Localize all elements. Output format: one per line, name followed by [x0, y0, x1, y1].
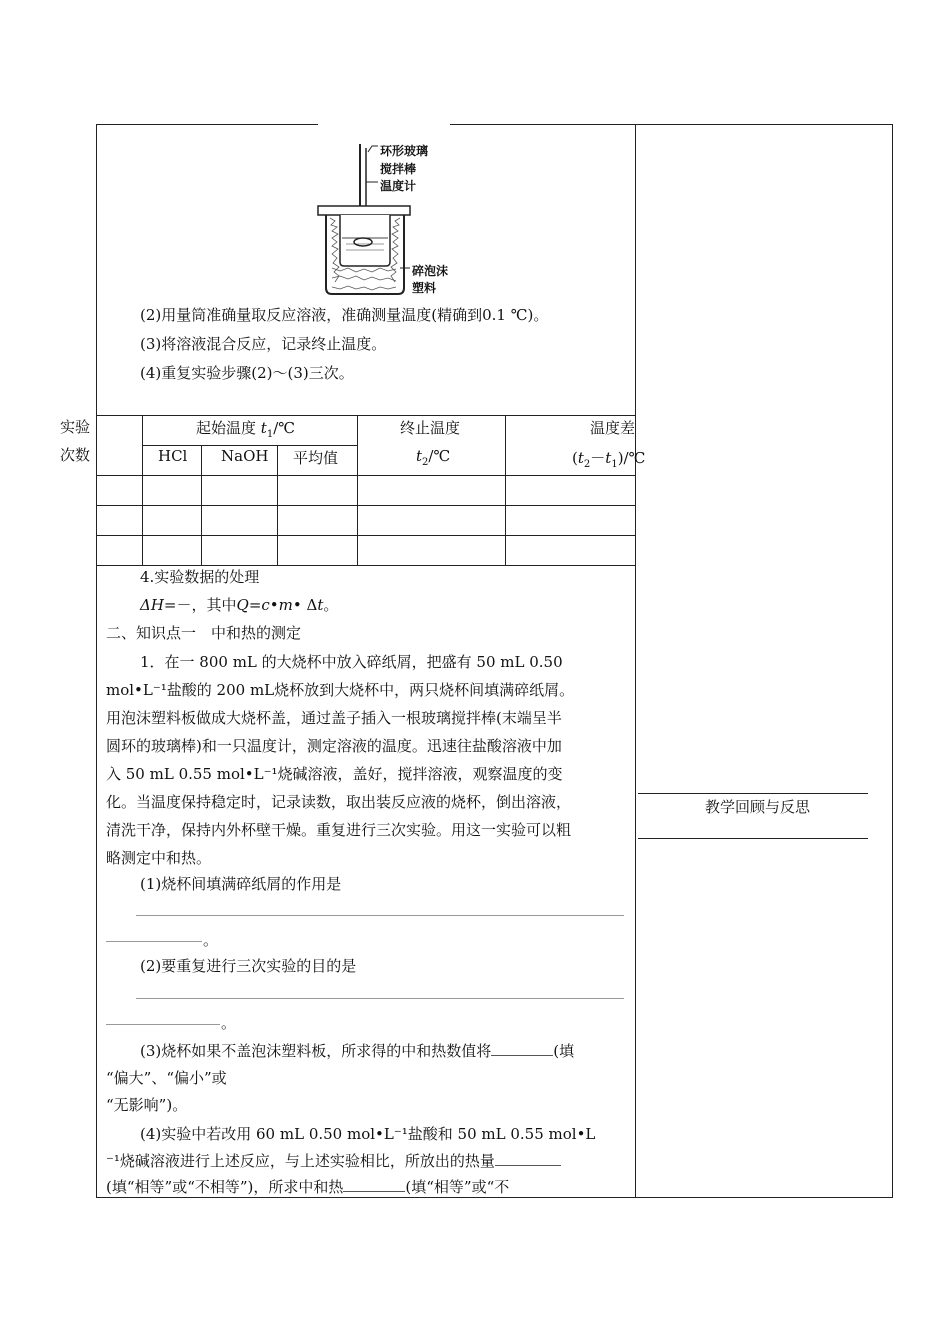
frame-gap — [318, 122, 450, 126]
header-end-temp-var: $t_2/℃$ — [416, 447, 451, 468]
header-hcl: HCl — [158, 447, 188, 465]
header-end-temp: 终止温度 — [400, 419, 461, 437]
review-rule-bottom — [638, 838, 868, 839]
header-naoh: NaOH — [221, 447, 269, 465]
step-3: (3)将溶液混合反应，记录终止温度。 — [140, 335, 387, 353]
question-4-line3: (填“相等”或“不相等”)，所求中和热 (填“相等”或“不 — [106, 1178, 510, 1196]
question-3: (3)烧杯如果不盖泡沫塑料板，所求得的中和热数值将 (填 — [140, 1042, 575, 1060]
label-thermometer: 温度计 — [380, 179, 417, 193]
question-3-options-2: “无影响”)。 — [106, 1096, 188, 1114]
answer-line-1b[interactable] — [106, 941, 202, 942]
label-stirrer-2: 搅拌棒 — [380, 162, 417, 176]
answer-line-2a[interactable] — [136, 998, 624, 999]
question-1-end: 。 — [203, 931, 219, 949]
answer-blank-3[interactable] — [491, 1041, 553, 1056]
row-header-1: 实验 — [60, 418, 91, 436]
step-2: (2)用量筒准确量取反应溶液，准确测量温度(精确到0.1 ℃)。 — [140, 306, 549, 324]
review-title: 教学回顾与反思 — [705, 798, 811, 816]
answer-line-2b[interactable] — [106, 1024, 220, 1025]
label-foam-1: 碎泡沫 — [412, 264, 449, 278]
section4-title: 4.实验数据的处理 — [140, 568, 260, 586]
section4-formula: ΔH=－，其中Q=c•m• Δt。 — [140, 596, 339, 614]
question-4: (4)实验中若改用 60 mL 0.50 mol•L⁻¹盐酸和 50 mL 0.55 mol•L — [140, 1125, 596, 1143]
question-2-end: 。 — [221, 1014, 237, 1032]
question-4-line2: ⁻¹烧碱溶液进行上述反应，与上述实验相比，所放出的热量 — [106, 1151, 561, 1171]
step-4: (4)重复实验步骤(2)～(3)三次。 — [140, 364, 354, 382]
column-divider — [635, 124, 636, 1198]
header-temp-diff-expr: $(t_2-t_1)/℃$ — [572, 449, 646, 470]
question-1: (1)烧杯间填满碎纸屑的作用是 — [140, 875, 342, 893]
review-rule-top — [638, 793, 868, 794]
question-3-options: “偏大”、“偏小”或 — [106, 1069, 227, 1087]
header-average: 平均值 — [293, 449, 339, 467]
label-stirrer-1: 环形玻璃 — [380, 144, 429, 158]
header-temp-diff: 温度差 — [590, 419, 636, 437]
header-start-temp: 起始温度 $t_1/℃$ — [196, 419, 296, 440]
question-2: (2)要重复进行三次实验的目的是 — [140, 957, 357, 975]
answer-line-1a[interactable] — [136, 915, 624, 916]
label-foam-2: 塑料 — [412, 281, 437, 295]
part2-heading: 二、知识点一 中和热的测定 — [106, 624, 302, 642]
row-header-2: 次数 — [60, 446, 91, 464]
answer-blank-4b[interactable] — [343, 1177, 405, 1192]
answer-blank-4a[interactable] — [495, 1151, 561, 1166]
